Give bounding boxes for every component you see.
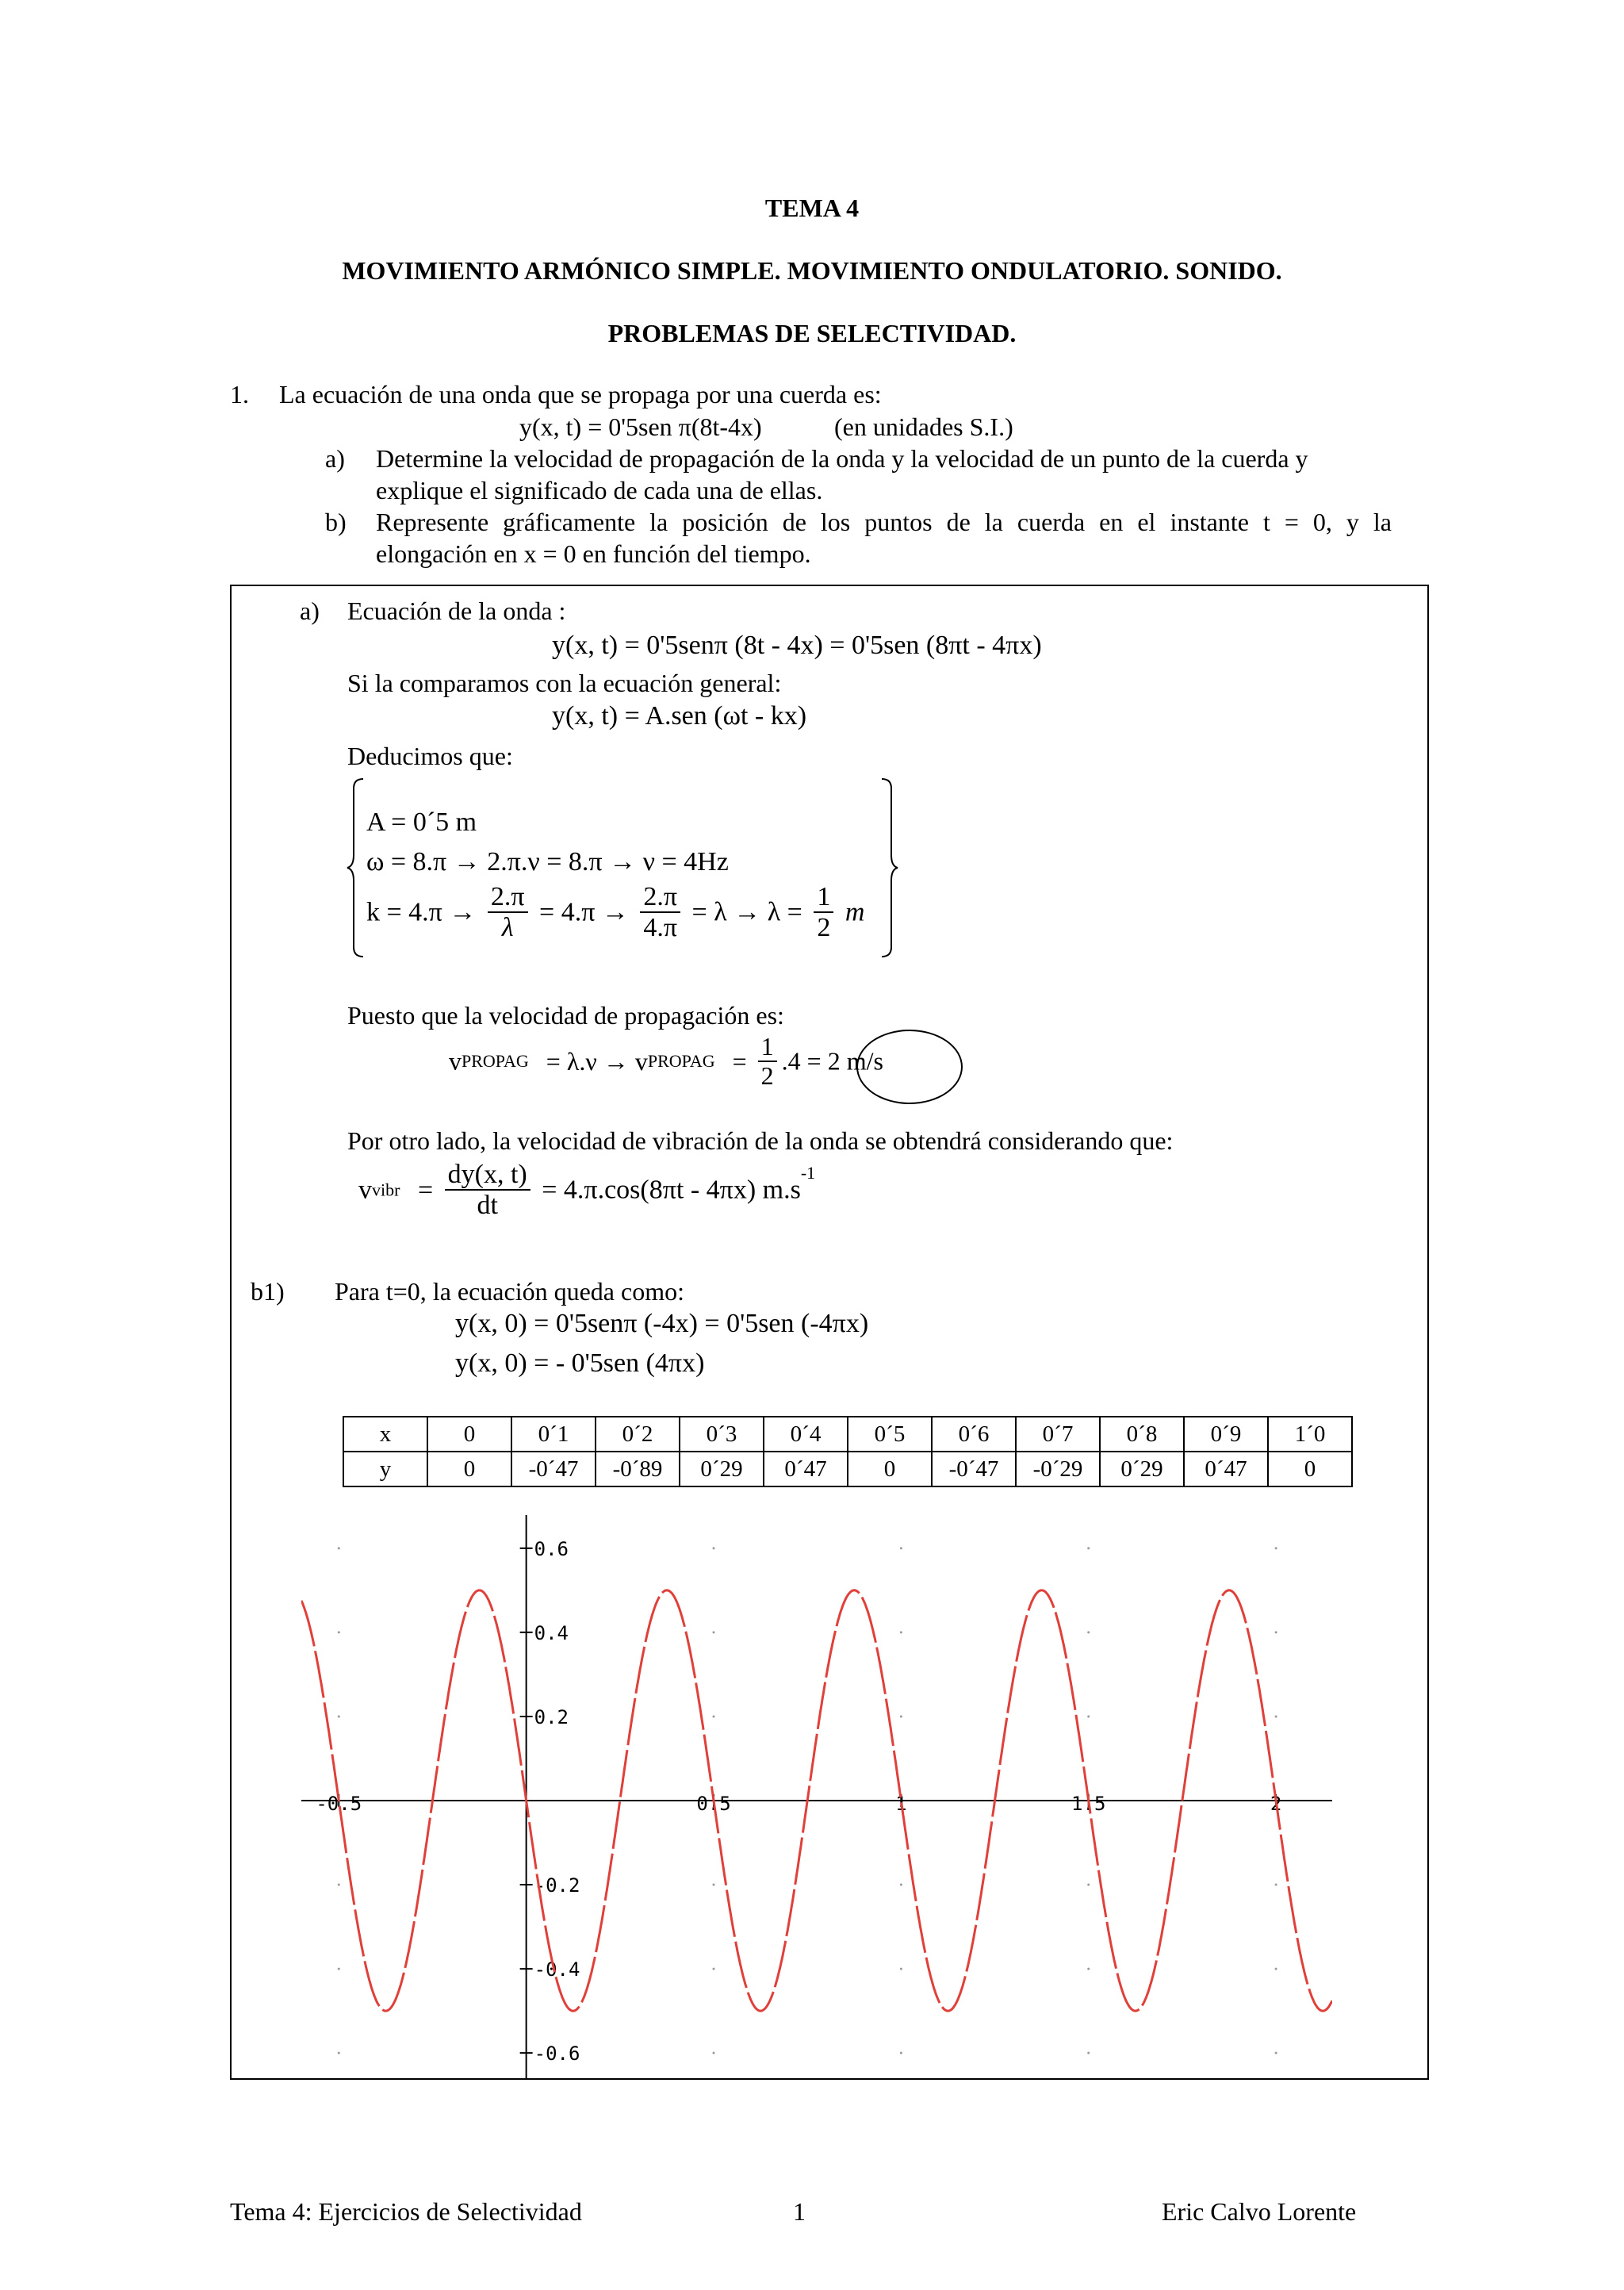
document-subtitle: PROBLEMAS DE SELECTIVIDAD. bbox=[607, 319, 1017, 347]
table-cell: y bbox=[343, 1452, 427, 1486]
x-tick-label: 1 bbox=[895, 1793, 907, 1815]
problem-number: 1. bbox=[230, 380, 249, 409]
vibr-subscript: vibr bbox=[372, 1180, 400, 1200]
part-b-line1: Represente gráficamente la posición de los puntos de la cuerda en el instante t = 0, y la bbox=[376, 508, 1392, 536]
frac-num: 2.π bbox=[640, 882, 680, 913]
y-tick-label: -0.6 bbox=[534, 2043, 580, 2066]
grid-dot bbox=[1275, 1968, 1277, 1970]
v-symbol: v bbox=[449, 1046, 462, 1076]
grid-dot bbox=[900, 1631, 902, 1633]
table-cell: -0´29 bbox=[1016, 1452, 1100, 1486]
fraction-2pi-over-4pi bbox=[640, 882, 680, 943]
frac-num: dy(x, t) bbox=[445, 1160, 530, 1191]
footer-page-number: 1 bbox=[793, 2197, 806, 2226]
deduce-text: Deducimos que: bbox=[347, 742, 513, 770]
grid-dot bbox=[1275, 2052, 1277, 2054]
frequency-derivation: ω = 8.π → 2.π.ν = 8.π → ν = 4Hz bbox=[366, 847, 729, 876]
grid-dot bbox=[713, 1968, 715, 1970]
table-cell: 0´47 bbox=[1184, 1452, 1268, 1486]
frac-num: 1 bbox=[758, 1033, 777, 1062]
v-subscript-2: PROPAG bbox=[647, 1051, 715, 1072]
footer-left: Tema 4: Ejercicios de Selectividad bbox=[230, 2197, 582, 2226]
x-tick-label: 2 bbox=[1270, 1793, 1282, 1815]
y-tick-label: 0.2 bbox=[534, 1705, 569, 1728]
table-cell: 0´47 bbox=[764, 1452, 848, 1486]
wavelength-text: = λ → λ = bbox=[691, 897, 802, 927]
frac-den: 2 bbox=[817, 913, 831, 943]
table-cell: x bbox=[343, 1417, 427, 1452]
vibr-rhs: = 4.π.cos(8πt - 4πx) m.s bbox=[542, 1175, 801, 1205]
y-tick-label: 0.6 bbox=[534, 1537, 569, 1560]
table-cell: 0´3 bbox=[680, 1417, 764, 1452]
x-tick-label: 1.5 bbox=[1071, 1793, 1106, 1815]
part-a-line2: explique el significado de cada una de ellas. bbox=[376, 476, 823, 504]
grid-dot bbox=[338, 1547, 340, 1549]
fraction-one-half-v bbox=[758, 1033, 777, 1090]
wave-equation: y(x, t) = 0'5senπ (8t - 4x) = 0'5sen (8πt - 4πx) bbox=[552, 631, 1042, 660]
amplitude-value: A = 0´5 m bbox=[366, 807, 477, 837]
v-relation: = λ.ν → v bbox=[546, 1046, 648, 1076]
solution-b1-text: Para t=0, la ecuación queda como: bbox=[335, 1277, 684, 1306]
grid-dot bbox=[1275, 1884, 1277, 1886]
v-result: .4 = 2 m/s bbox=[781, 1046, 883, 1076]
vibr-equals: = bbox=[417, 1175, 434, 1205]
wave-chart bbox=[301, 1507, 1332, 2086]
grid-dot bbox=[1087, 1631, 1090, 1633]
table-cell: 0 bbox=[1268, 1452, 1352, 1486]
values-table bbox=[343, 1416, 1353, 1487]
table-cell: 1´0 bbox=[1268, 1417, 1352, 1452]
b1-equation-1: y(x, 0) = 0'5senπ (-4x) = 0'5sen (-4πx) bbox=[455, 1309, 869, 1338]
wavelength-unit: m bbox=[845, 897, 865, 927]
table-cell: 0´2 bbox=[596, 1417, 680, 1452]
solution-a-heading: Ecuación de la onda : bbox=[347, 596, 566, 625]
table-cell: 0´7 bbox=[1016, 1417, 1100, 1452]
table-cell: 0´29 bbox=[1100, 1452, 1184, 1486]
problem-statement: La ecuación de una onda que se propaga por una cuerda es: bbox=[279, 380, 882, 409]
fraction-2pi-over-lambda bbox=[488, 882, 528, 943]
grid-dot bbox=[1275, 1547, 1277, 1549]
grid-dot bbox=[900, 1547, 902, 1549]
grid-dot bbox=[713, 1631, 715, 1633]
grid-dot bbox=[338, 1968, 340, 1970]
grid-dot bbox=[1275, 1715, 1277, 1717]
table-row-y bbox=[343, 1452, 1352, 1486]
propagation-velocity-equation bbox=[449, 1033, 883, 1090]
grid-dot bbox=[1087, 1884, 1090, 1886]
grid-dot bbox=[713, 1715, 715, 1717]
grid-dot bbox=[713, 1547, 715, 1549]
document-title: MOVIMIENTO ARMÓNICO SIMPLE. MOVIMIENTO ONDULATORIO. SONIDO. bbox=[342, 256, 1282, 285]
x-tick-label: -0.5 bbox=[316, 1793, 362, 1815]
grid-dot bbox=[338, 1715, 340, 1717]
table-cell: 0´8 bbox=[1100, 1417, 1184, 1452]
vibr-exponent: -1 bbox=[800, 1163, 816, 1183]
grid-dot bbox=[338, 1631, 340, 1633]
fraction-one-half bbox=[814, 882, 833, 943]
part-a-line1: Determine la velocidad de propagación de la onda y la velocidad de un punto de la cuerda y bbox=[376, 444, 1308, 473]
solution-b1-label: b1) bbox=[251, 1277, 285, 1306]
table-cell: 0´6 bbox=[932, 1417, 1016, 1452]
grid-dot bbox=[900, 1968, 902, 1970]
problem-equation: y(x, t) = 0'5sen π(8t-4x) bbox=[519, 412, 762, 441]
grid-dot bbox=[713, 1884, 715, 1886]
grid-dot bbox=[1087, 1968, 1090, 1970]
vibration-velocity-equation bbox=[358, 1160, 815, 1221]
table-cell: 0 bbox=[848, 1452, 932, 1486]
table-cell: 0´5 bbox=[848, 1417, 932, 1452]
table-cell: -0´89 bbox=[596, 1452, 680, 1486]
grid-dot bbox=[1087, 1715, 1090, 1717]
grid-dot bbox=[1275, 1631, 1277, 1633]
table-cell: 0´4 bbox=[764, 1417, 848, 1452]
frac-num: 1 bbox=[814, 882, 833, 913]
y-tick-label: 0.4 bbox=[534, 1621, 569, 1644]
grid-dot bbox=[338, 2052, 340, 2054]
table-cell: 0´9 bbox=[1184, 1417, 1268, 1452]
wavelength-derivation bbox=[366, 882, 864, 943]
grid-dot bbox=[338, 1884, 340, 1886]
grid-dot bbox=[900, 1884, 902, 1886]
grid-dot bbox=[900, 2052, 902, 2054]
units-note: (en unidades S.I.) bbox=[834, 412, 1013, 441]
x-tick-label: 0.5 bbox=[696, 1793, 731, 1815]
table-cell: 0 bbox=[427, 1417, 511, 1452]
part-b-label: b) bbox=[325, 508, 347, 536]
frac-den: 4.π bbox=[643, 913, 678, 943]
y-tick-label: -0.4 bbox=[534, 1958, 580, 1981]
table-cell: 0´1 bbox=[511, 1417, 596, 1452]
grid-dot bbox=[1087, 1547, 1090, 1549]
grid-dot bbox=[713, 2052, 715, 2054]
wavenumber-text-2: = 4.π → bbox=[539, 897, 629, 927]
solution-a-label: a) bbox=[300, 596, 320, 625]
propagation-text: Puesto que la velocidad de propagación es: bbox=[347, 1001, 784, 1030]
v-equals: = bbox=[732, 1046, 747, 1076]
b1-equation-2: y(x, 0) = - 0'5sen (4πx) bbox=[455, 1348, 705, 1378]
frac-den: dt bbox=[477, 1191, 498, 1221]
grid-dot bbox=[1087, 2052, 1090, 2054]
part-b-line2: elongación en x = 0 en función del tiempo. bbox=[376, 539, 811, 568]
table-cell: -0´47 bbox=[511, 1452, 596, 1486]
table-cell: 0´29 bbox=[680, 1452, 764, 1486]
table-row-x bbox=[343, 1417, 1352, 1452]
result-circle bbox=[856, 1030, 963, 1104]
frac-num: 2.π bbox=[488, 882, 528, 913]
v-subscript: PROPAG bbox=[462, 1051, 529, 1072]
y-tick-label: -0.2 bbox=[534, 1874, 580, 1897]
frac-den: λ bbox=[501, 913, 514, 943]
part-a-label: a) bbox=[325, 444, 345, 473]
compare-text: Si la comparamos con la ecuación general: bbox=[347, 669, 782, 697]
right-brace-icon bbox=[875, 776, 899, 960]
vibration-text: Por otro lado, la velocidad de vibración de la onda se obtendrá considerando que: bbox=[347, 1126, 1174, 1155]
frac-den: 2 bbox=[760, 1061, 774, 1091]
wavenumber-text: k = 4.π → bbox=[366, 897, 477, 927]
footer-author: Eric Calvo Lorente bbox=[1162, 2197, 1357, 2226]
vibr-symbol: v bbox=[358, 1175, 372, 1205]
general-equation: y(x, t) = A.sen (ωt - kx) bbox=[552, 701, 807, 731]
table-cell: 0 bbox=[427, 1452, 511, 1486]
chapter-heading: TEMA 4 bbox=[764, 194, 860, 222]
fraction-dy-dt bbox=[445, 1160, 530, 1221]
grid-dot bbox=[900, 1715, 902, 1717]
table-cell: -0´47 bbox=[932, 1452, 1016, 1486]
